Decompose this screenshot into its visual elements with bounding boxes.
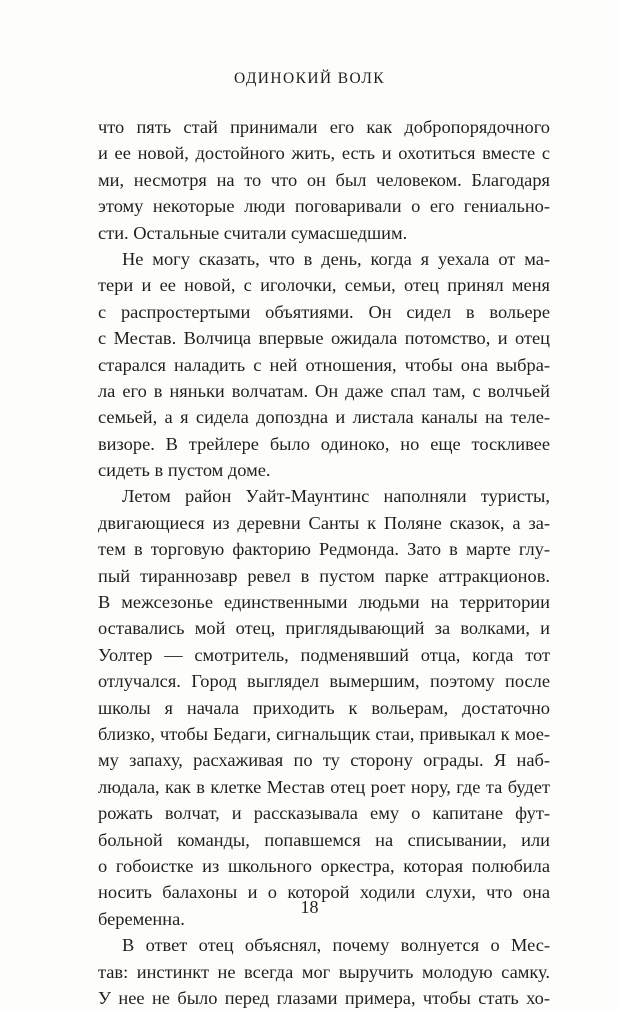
running-header: ОДИНОКИЙ ВОЛК — [234, 70, 385, 87]
text-line: школы я начала приходить к вольерам, достаточно — [98, 697, 550, 718]
text-line: ла его в няньки волчатам. Он даже спал там, с волчьей — [98, 380, 550, 401]
text-line: ми, несмотря на то что он был человеком. Благодаря — [98, 169, 550, 190]
text-line: тем в торговую факторию Редмонда. Зато в марте глу- — [98, 539, 550, 560]
text-line: семьей, а я сидела допоздна и листала каналы на теле- — [98, 407, 550, 428]
text-line: что пять стай принимали его как добропорядочного — [98, 117, 550, 137]
text-line: визоре. В трейлере было одиноко, но еще тоскливее — [98, 433, 550, 454]
text-line: носить балахоны и о которой ходили слухи, что она — [98, 882, 550, 903]
text-line: и ее новой, достойного жить, есть и охотиться вместе с — [98, 143, 550, 164]
text-line: му запаху, расхаживая по ту сторону ограды. Я наб- — [98, 750, 550, 771]
text-line: отлучался. Город выглядел вымершим, поэтому после — [98, 671, 550, 692]
text-line: Уолтер — смотритель, подменявший отца, когда тот — [98, 644, 550, 665]
text-line: В межсезонье единственными людьми на территории — [98, 592, 550, 613]
text-line: Летом район Уайт-Маунтинс наполняли туристы, — [122, 486, 550, 507]
text-line: Не могу сказать, что в день, когда я уехала от ма- — [122, 248, 550, 269]
text-line: сти. Остальные считали сумасшедшим. — [98, 222, 408, 243]
text-line: с Местав. Волчица впервые ожидала потомство, и отец — [98, 328, 550, 349]
page-number: 18 — [300, 897, 319, 917]
text-line: с распростертыми объятиями. Он сидел в вольере — [98, 301, 550, 322]
text-line: рожать волчат, и рассказывала ему о капитане фут- — [98, 803, 550, 824]
text-line: оставались мой отец, приглядывающий за волками, и — [98, 618, 550, 639]
text-line: старался наладить с ней отношения, чтобы она выбра- — [98, 354, 550, 375]
text-line: больной команды, попавшемся на списывании, или — [98, 829, 550, 850]
text-line: тери и ее новой, с иголочки, семьи, отец принял меня — [98, 275, 550, 296]
body-text — [98, 114, 550, 1011]
text-line: пый тираннозавр ревел в пустом парке аттракционов. — [98, 565, 550, 586]
text-line: беременна. — [98, 908, 185, 929]
text-line: сидеть в пустом доме. — [98, 460, 271, 481]
text-line: о гобоистке из школьного оркестра, которая полюбила — [98, 855, 550, 876]
text-line: близко, чтобы Бедаги, сигнальщик стаи, привыкал к мое- — [98, 723, 550, 744]
text-line: У нее не было перед глазами примера, чтобы стать хо- — [98, 987, 550, 1008]
text-line: этому некоторые люди поговаривали о его гениально- — [98, 196, 550, 217]
text-line: тав: инстинкт не всегда мог выручить молодую самку. — [98, 961, 550, 982]
text-line: двигающиеся из деревни Санты к Поляне сказок, а за- — [98, 512, 550, 533]
text-line: людала, как в клетке Местав отец роет нору, где та будет — [98, 776, 550, 797]
text-line: В ответ отец объяснял, почему волнуется о Мес- — [122, 935, 550, 956]
